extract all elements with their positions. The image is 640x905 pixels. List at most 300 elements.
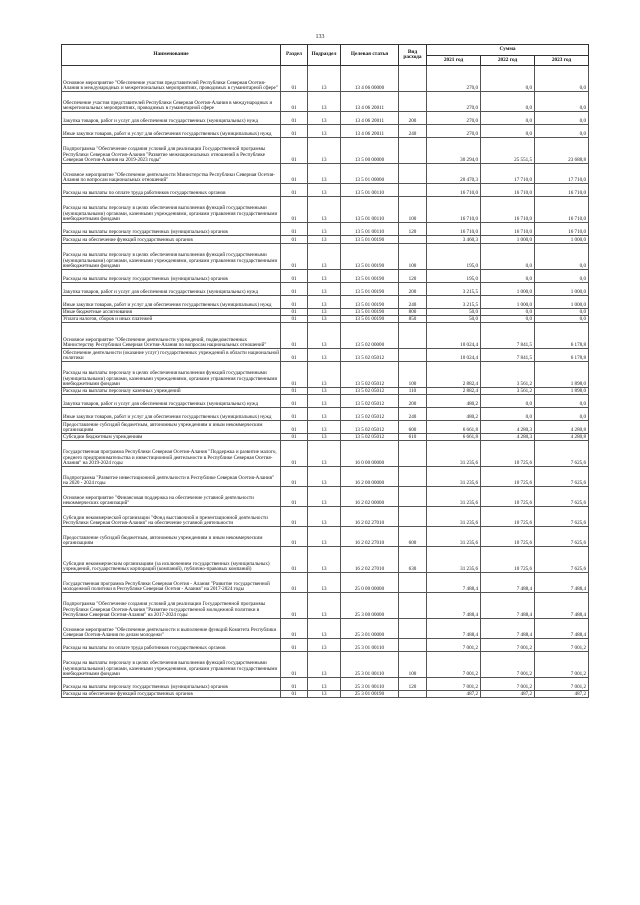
row-amount-2021: 31 235,6 [427, 547, 481, 573]
row-amount-2023: 1 898,0 [535, 388, 589, 395]
row-expense-type: 600 [399, 527, 427, 547]
row-amount-2023: 1 898,0 [535, 362, 589, 388]
row-expense-type: 200 [399, 283, 427, 296]
row-amount-2021: 270,0 [427, 112, 481, 125]
row-podrazdel: 13 [308, 362, 341, 388]
row-amount-2023: 6 178,8 [535, 349, 589, 362]
row-amount-2022: 3 561,2 [481, 362, 535, 388]
table-row [62, 92, 589, 112]
row-amount-2022: 7 841,5 [481, 323, 535, 349]
table-row [62, 441, 589, 467]
row-podrazdel: 13 [308, 527, 341, 547]
row-razdel: 01 [281, 316, 308, 323]
row-amount-2022: 0,0 [481, 316, 535, 323]
table-row [62, 125, 589, 138]
row-target-article: 13 4 06 00000 [341, 66, 399, 92]
table-row [62, 223, 589, 236]
row-razdel: 01 [281, 112, 308, 125]
row-amount-2023: 7 625,6 [535, 547, 589, 573]
row-target-article: 25 3 01 00110 [341, 639, 399, 652]
row-razdel: 01 [281, 92, 308, 112]
row-podrazdel: 13 [308, 125, 341, 138]
row-target-article: 13 5 01 00110 [341, 223, 399, 236]
row-podrazdel: 13 [308, 487, 341, 507]
row-target-article: 13 4 06 20011 [341, 112, 399, 125]
row-name: Обеспечение участия представителей Республики Северная Осетия-Алания в международных и межрегиональных мероприятиях, проводимых в гуманитарной сфере [62, 92, 281, 112]
row-amount-2023: 7 625,6 [535, 527, 589, 547]
row-expense-type [399, 92, 427, 112]
table-row [62, 547, 589, 573]
row-amount-2021: 16 710,0 [427, 184, 481, 197]
row-podrazdel: 13 [308, 639, 341, 652]
row-amount-2023: 487,2 [535, 691, 589, 698]
row-amount-2022: 0,0 [481, 408, 535, 421]
row-amount-2023: 16 710,0 [535, 184, 589, 197]
row-target-article: 13 5 01 00190 [341, 244, 399, 270]
row-target-article: 13 5 01 00190 [341, 236, 399, 244]
row-amount-2023: 7 001,2 [535, 678, 589, 691]
row-name: Уплата налогов, сборов и иных платежей [62, 316, 281, 323]
row-amount-2023: 0,0 [535, 309, 589, 316]
row-target-article: 13 5 01 00000 [341, 164, 399, 184]
table-row [62, 408, 589, 421]
row-name: Расходы на выплаты персоналу казенных учреждений [62, 388, 281, 395]
row-target-article: 13 5 02 05012 [341, 408, 399, 421]
page-number: 133 [315, 34, 325, 40]
row-name: Иные закупки товаров, работ и услуг для обеспечения государственных (муниципальных) нужд [62, 408, 281, 421]
row-amount-2023: 7 625,6 [535, 487, 589, 507]
row-expense-type: 100 [399, 362, 427, 388]
row-name: Расходы на выплаты персоналу в целях обеспечения выполнения функций государственными (муниципальными) органами, казенными учреждениями, органами управления государственными внебюджетными фондами [62, 362, 281, 388]
row-expense-type: 110 [399, 388, 427, 395]
table-row [62, 421, 589, 434]
row-razdel: 01 [281, 138, 308, 164]
table-row [62, 678, 589, 691]
row-target-article: 13 5 02 05012 [341, 388, 399, 395]
row-target-article: 13 5 01 00110 [341, 197, 399, 223]
row-amount-2021: 30 294,0 [427, 138, 481, 164]
row-amount-2023: 0,0 [535, 112, 589, 125]
row-name: Субсидии некоммерческим организациям (за исключением государственных (муниципальных) учреждений, государственных корпораций (компаний), публично-правовых компаний) [62, 547, 281, 573]
row-amount-2022: 1 000,0 [481, 296, 535, 309]
row-amount-2022: 0,0 [481, 112, 535, 125]
row-podrazdel: 13 [308, 349, 341, 362]
row-amount-2023: 1 000,0 [535, 283, 589, 296]
row-amount-2021: 31 235,6 [427, 507, 481, 527]
row-razdel: 01 [281, 467, 308, 487]
row-amount-2022: 0,0 [481, 270, 535, 283]
row-podrazdel: 13 [308, 316, 341, 323]
row-amount-2021: 270,0 [427, 125, 481, 138]
row-podrazdel: 13 [308, 678, 341, 691]
header-target-article: Целевая статья [341, 45, 399, 66]
row-amount-2022: 7 001,2 [481, 678, 535, 691]
row-amount-2022: 4 280,3 [481, 421, 535, 434]
row-podrazdel: 13 [308, 296, 341, 309]
row-target-article: 13 5 01 00190 [341, 309, 399, 316]
row-amount-2022: 10 725,6 [481, 507, 535, 527]
row-amount-2022: 10 725,6 [481, 547, 535, 573]
row-razdel: 01 [281, 441, 308, 467]
row-name: Подпрограмма "Обеспечение создания условий для реализации Государственной программы Республики Северная Осетия-Алания "Развитие межнациональных отношений в Республике Северная Осетия-Алания на 2019-2023 годы" [62, 138, 281, 164]
row-podrazdel: 13 [308, 244, 341, 270]
row-name: Подпрограмма "Развитие инвестиционной деятельности в Республике Северная Осетия-Алания" на 2020 - 2024 годы [62, 467, 281, 487]
row-razdel: 01 [281, 197, 308, 223]
row-target-article: 13 5 01 00190 [341, 316, 399, 323]
row-expense-type: 850 [399, 316, 427, 323]
row-expense-type [399, 619, 427, 639]
row-target-article: 25 3 01 00000 [341, 619, 399, 639]
row-name: Закупка товаров, работ и услуг для обеспечения государственных (муниципальных) нужд [62, 283, 281, 296]
row-name: Основное мероприятие "Обеспечение деятельности и выполнение функций Комитета Республики Северная Осетия-Алания по делам молодежи" [62, 619, 281, 639]
row-amount-2022: 16 710,0 [481, 184, 535, 197]
row-amount-2021: 3 460,3 [427, 236, 481, 244]
row-name: Субсидии бюджетным учреждениям [62, 434, 281, 441]
row-razdel: 01 [281, 164, 308, 184]
row-podrazdel: 13 [308, 388, 341, 395]
row-target-article: 25 3 00 00000 [341, 593, 399, 619]
row-expense-type [399, 573, 427, 593]
row-razdel: 01 [281, 323, 308, 349]
row-podrazdel: 13 [308, 573, 341, 593]
row-expense-type: 120 [399, 270, 427, 283]
row-amount-2021: 480,2 [427, 408, 481, 421]
row-podrazdel: 13 [308, 691, 341, 698]
row-amount-2021: 50,0 [427, 316, 481, 323]
table-row [62, 244, 589, 270]
row-razdel: 01 [281, 236, 308, 244]
row-amount-2022: 487,2 [481, 691, 535, 698]
row-razdel: 01 [281, 296, 308, 309]
row-razdel: 01 [281, 125, 308, 138]
row-amount-2022: 7 001,2 [481, 652, 535, 678]
row-podrazdel: 13 [308, 197, 341, 223]
row-amount-2022: 0,0 [481, 395, 535, 408]
row-amount-2022: 7 001,2 [481, 639, 535, 652]
row-expense-type [399, 467, 427, 487]
row-expense-type [399, 184, 427, 197]
row-amount-2022: 16 710,0 [481, 223, 535, 236]
row-amount-2023: 1 000,0 [535, 296, 589, 309]
row-amount-2021: 10 024,4 [427, 323, 481, 349]
row-podrazdel: 13 [308, 441, 341, 467]
row-amount-2021: 31 235,6 [427, 527, 481, 547]
row-expense-type: 800 [399, 309, 427, 316]
row-razdel: 01 [281, 507, 308, 527]
table-row [62, 691, 589, 698]
row-target-article: 25 0 00 00000 [341, 573, 399, 593]
row-target-article: 16 0 00 00000 [341, 441, 399, 467]
row-amount-2023: 0,0 [535, 395, 589, 408]
row-podrazdel: 13 [308, 619, 341, 639]
row-expense-type: 100 [399, 244, 427, 270]
row-amount-2023: 7 488,4 [535, 619, 589, 639]
row-name: Расходы на выплаты по оплате труда работников государственных органов [62, 184, 281, 197]
row-expense-type: 240 [399, 408, 427, 421]
row-expense-type: 100 [399, 652, 427, 678]
row-target-article: 13 4 06 20011 [341, 92, 399, 112]
row-target-article: 13 5 01 00190 [341, 296, 399, 309]
row-amount-2021: 31 235,6 [427, 467, 481, 487]
row-amount-2021: 7 001,2 [427, 678, 481, 691]
row-amount-2021: 195,0 [427, 244, 481, 270]
row-amount-2021: 7 488,4 [427, 619, 481, 639]
row-razdel: 01 [281, 184, 308, 197]
row-razdel: 01 [281, 244, 308, 270]
row-target-article: 13 4 06 20011 [341, 125, 399, 138]
row-amount-2023: 0,0 [535, 92, 589, 112]
row-expense-type: 120 [399, 223, 427, 236]
row-podrazdel: 13 [308, 66, 341, 92]
row-name: Расходы на выплаты персоналу в целях обеспечения выполнения функций государственными (муниципальными) органами, казенными учреждениями, органами управления государственными внебюджетными фондами [62, 244, 281, 270]
table-row [62, 349, 589, 362]
row-razdel: 01 [281, 652, 308, 678]
row-name: Основное мероприятие "Обеспечение участия представителей Республики Северная Осетия-Алания в международных и межрегиональных мероприятиях, проводимых в гуманитарной сфере" [62, 66, 281, 92]
row-amount-2023: 7 625,6 [535, 441, 589, 467]
budget-table [61, 44, 589, 698]
row-target-article: 13 5 02 05012 [341, 434, 399, 441]
row-podrazdel: 13 [308, 323, 341, 349]
header-podrazdel: Подраздел [308, 45, 341, 66]
row-amount-2022: 10 725,6 [481, 467, 535, 487]
row-expense-type: 610 [399, 434, 427, 441]
row-expense-type: 100 [399, 197, 427, 223]
row-razdel: 01 [281, 639, 308, 652]
row-amount-2022: 7 488,4 [481, 619, 535, 639]
table-row [62, 66, 589, 92]
row-amount-2023: 16 710,0 [535, 223, 589, 236]
row-razdel: 01 [281, 487, 308, 507]
row-amount-2021: 270,0 [427, 66, 481, 92]
row-amount-2022: 7 841,5 [481, 349, 535, 362]
row-expense-type [399, 138, 427, 164]
row-expense-type: 240 [399, 125, 427, 138]
row-name: Иные бюджетные ассигнования [62, 309, 281, 316]
row-podrazdel: 13 [308, 236, 341, 244]
row-amount-2021: 2 882,4 [427, 388, 481, 395]
row-target-article: 16 2 02 00000 [341, 487, 399, 507]
row-name: Закупка товаров, работ и услуг для обеспечения государственных (муниципальных) нужд [62, 112, 281, 125]
row-amount-2022: 7 488,4 [481, 593, 535, 619]
row-target-article: 13 5 02 05012 [341, 395, 399, 408]
row-amount-2022: 0,0 [481, 244, 535, 270]
row-amount-2023: 0,0 [535, 270, 589, 283]
row-amount-2023: 6 178,8 [535, 323, 589, 349]
row-amount-2021: 10 024,4 [427, 349, 481, 362]
row-expense-type: 630 [399, 547, 427, 573]
row-expense-type: 200 [399, 112, 427, 125]
row-amount-2023: 23 688,8 [535, 138, 589, 164]
row-amount-2023: 0,0 [535, 408, 589, 421]
table-row [62, 487, 589, 507]
row-target-article: 13 5 02 00000 [341, 323, 399, 349]
row-name: Субсидии некоммерческой организации "Фонд выставочной и презентационной деятельности Республики Северная Осетия-Алания" на обеспечение уставной деятельности [62, 507, 281, 527]
row-amount-2021: 270,0 [427, 92, 481, 112]
header-expense-type: Вид расхода [399, 45, 427, 66]
row-expense-type [399, 349, 427, 362]
row-name: Государственная программа Республики Северная Осетия-Алания "Поддержка и развитие малого, среднего предпринимательства и инвестиционной деятельности в Республике Северная Осетия-Алания" на 2019-2024 годы [62, 441, 281, 467]
table-row [62, 593, 589, 619]
row-razdel: 01 [281, 619, 308, 639]
row-name: Расходы на выплаты персоналу государственных (муниципальных) органов [62, 270, 281, 283]
table-body [62, 66, 589, 698]
row-podrazdel: 13 [308, 652, 341, 678]
row-razdel: 01 [281, 283, 308, 296]
header-summa: Сумма [427, 45, 589, 56]
row-name: Основное мероприятие "Обеспечение деятельности учреждений, подведомственных Министерству Республики Северная Осетия-Алания по вопросам национальных отношений" [62, 323, 281, 349]
row-amount-2022: 1 000,0 [481, 283, 535, 296]
row-name: Расходы на обеспечение функций государственных органов [62, 236, 281, 244]
row-amount-2021: 6 661,8 [427, 421, 481, 434]
table-row [62, 467, 589, 487]
row-expense-type: 240 [399, 296, 427, 309]
row-podrazdel: 13 [308, 223, 341, 236]
row-amount-2023: 7 001,2 [535, 639, 589, 652]
row-amount-2022: 1 000,0 [481, 236, 535, 244]
row-amount-2021: 487,2 [427, 691, 481, 698]
row-amount-2022: 3 561,2 [481, 388, 535, 395]
table-row [62, 507, 589, 527]
row-amount-2022: 10 725,6 [481, 487, 535, 507]
row-target-article: 25 3 01 00110 [341, 678, 399, 691]
row-amount-2021: 16 710,0 [427, 197, 481, 223]
header-year-2021: 2021 год [427, 56, 481, 66]
row-expense-type [399, 236, 427, 244]
row-amount-2022: 10 725,6 [481, 527, 535, 547]
row-amount-2023: 7 488,4 [535, 593, 589, 619]
table-row [62, 652, 589, 678]
row-amount-2021: 480,2 [427, 395, 481, 408]
row-name: Расходы на обеспечение функций государственных органов [62, 691, 281, 698]
row-amount-2023: 4 280,8 [535, 421, 589, 434]
row-amount-2021: 31 235,6 [427, 441, 481, 467]
row-name: Расходы на выплаты персоналу государственных (муниципальных) органов [62, 678, 281, 691]
row-target-article: 13 5 01 00110 [341, 184, 399, 197]
row-expense-type: 200 [399, 395, 427, 408]
row-razdel: 01 [281, 362, 308, 388]
row-expense-type [399, 66, 427, 92]
row-amount-2021: 7 001,2 [427, 639, 481, 652]
row-amount-2023: 7 488,4 [535, 573, 589, 593]
row-name: Основное мероприятие "Финансовая поддержка на обеспечение уставной деятельности некоммерческих организаций" [62, 487, 281, 507]
row-amount-2021: 3 215,5 [427, 296, 481, 309]
table-row [62, 323, 589, 349]
header-year-2022: 2022 год [481, 56, 535, 66]
row-target-article: 13 5 01 00190 [341, 270, 399, 283]
row-amount-2021: 7 001,2 [427, 652, 481, 678]
table-row [62, 283, 589, 296]
table-row [62, 309, 589, 316]
row-amount-2022: 4 280,3 [481, 434, 535, 441]
row-podrazdel: 13 [308, 92, 341, 112]
row-razdel: 01 [281, 223, 308, 236]
table-row [62, 639, 589, 652]
row-amount-2021: 195,0 [427, 270, 481, 283]
row-target-article: 16 2 00 00000 [341, 467, 399, 487]
row-podrazdel: 13 [308, 395, 341, 408]
row-podrazdel: 13 [308, 434, 341, 441]
row-amount-2023: 1 000,0 [535, 236, 589, 244]
table-row [62, 197, 589, 223]
row-amount-2023: 0,0 [535, 244, 589, 270]
table-row [62, 573, 589, 593]
row-amount-2021: 6 661,8 [427, 434, 481, 441]
row-expense-type [399, 441, 427, 467]
row-razdel: 01 [281, 678, 308, 691]
row-name: Государственная программа Республики Северная Осетия - Алания "Развитие государственной молодежной политики в Республике Северная Осетия - Алания" на 2017-2024 годы [62, 573, 281, 593]
row-podrazdel: 13 [308, 138, 341, 164]
row-amount-2022: 0,0 [481, 66, 535, 92]
row-razdel: 01 [281, 421, 308, 434]
row-razdel: 01 [281, 395, 308, 408]
row-razdel: 01 [281, 388, 308, 395]
row-target-article: 25 3 01 00110 [341, 652, 399, 678]
row-amount-2023: 0,0 [535, 66, 589, 92]
row-name: Предоставление субсидий бюджетным, автономным учреждениям и иным некоммерческим организациям [62, 421, 281, 434]
table-row [62, 434, 589, 441]
row-expense-type [399, 164, 427, 184]
row-podrazdel: 13 [308, 467, 341, 487]
row-expense-type [399, 507, 427, 527]
row-podrazdel: 13 [308, 164, 341, 184]
table-header [62, 45, 589, 66]
row-razdel: 01 [281, 408, 308, 421]
header-razdel: Раздел [281, 45, 308, 66]
row-target-article: 25 3 01 00190 [341, 691, 399, 698]
row-target-article: 16 2 02 27010 [341, 507, 399, 527]
row-target-article: 13 5 00 00000 [341, 138, 399, 164]
row-target-article: 16 2 02 27010 [341, 547, 399, 573]
row-razdel: 01 [281, 573, 308, 593]
row-amount-2023: 0,0 [535, 316, 589, 323]
row-amount-2021: 2 882,4 [427, 362, 481, 388]
row-amount-2021: 20 470,3 [427, 164, 481, 184]
row-expense-type [399, 593, 427, 619]
row-amount-2021: 7 488,4 [427, 573, 481, 593]
row-name: Закупка товаров, работ и услуг для обеспечения государственных (муниципальных) нужд [62, 395, 281, 408]
row-amount-2021: 50,0 [427, 309, 481, 316]
row-podrazdel: 13 [308, 184, 341, 197]
row-razdel: 01 [281, 691, 308, 698]
row-amount-2022: 0,0 [481, 125, 535, 138]
table-row [62, 112, 589, 125]
row-target-article: 13 5 02 05012 [341, 421, 399, 434]
row-name: Предоставление субсидий бюджетным, автономным учреждениям и иным некоммерческим организациям [62, 527, 281, 547]
row-amount-2021: 7 488,4 [427, 593, 481, 619]
row-podrazdel: 13 [308, 112, 341, 125]
row-razdel: 01 [281, 593, 308, 619]
row-name: Обеспечение деятельности (оказание услуг) государственных учреждений в области национальной политики [63, 349, 279, 361]
row-expense-type [399, 487, 427, 507]
row-name: Расходы на выплаты персоналу в целях обеспечения выполнения функций государственными (муниципальными) органами, казенными учреждениями, органами управления государственными внебюджетными фондами [62, 197, 281, 223]
row-razdel: 01 [281, 434, 308, 441]
table-row [62, 270, 589, 283]
row-amount-2021: 31 235,6 [427, 487, 481, 507]
table-row [62, 296, 589, 309]
row-expense-type: 120 [399, 678, 427, 691]
table-row [62, 362, 589, 388]
row-razdel: 01 [281, 309, 308, 316]
row-razdel: 01 [281, 66, 308, 92]
table-row [62, 316, 589, 323]
row-amount-2021: 3 215,5 [427, 283, 481, 296]
row-amount-2023: 7 625,6 [535, 507, 589, 527]
table-row [62, 236, 589, 244]
table-row [62, 395, 589, 408]
table-row [62, 619, 589, 639]
row-amount-2023: 7 625,6 [535, 467, 589, 487]
row-amount-2022: 0,0 [481, 309, 535, 316]
